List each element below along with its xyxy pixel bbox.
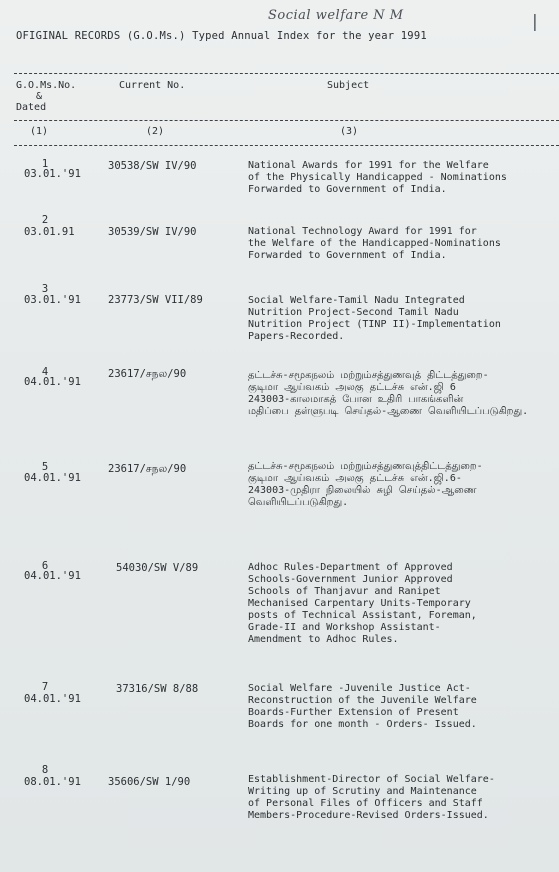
entry-subject: National Technology Award for 1991 for the Welfare of the Handicapped-Nominations Forwarded to Government of India.	[248, 226, 501, 261]
entry-subject: Adhoc Rules-Department of Approved Schools-Government Junior Approved Schools of Thanjavur and Ranipet Mechanised Carpentary Units-Temporary posts of Technical Assistant, Foreman, Grade-II and Workshop Assistant- Amendment to Adhoc Rules.	[248, 562, 477, 645]
entry-number: 1	[41, 158, 49, 170]
entry-number: 6	[41, 560, 49, 572]
entry-number: 3	[41, 283, 49, 295]
entry-subject: National Awards for 1991 for the Welfare of the Physically Handicapped - Nominations Forwarded to Government of India.	[248, 160, 507, 195]
header-current-no: Current No.	[119, 80, 186, 91]
entry-subject: Social Welfare-Tamil Nadu Integrated Nutrition Project-Second Tamil Nadu Nutrition Project (TINP II)-Implementation Papers-Recorded.	[248, 295, 501, 342]
column-number-3: (3)	[340, 126, 359, 137]
entry-date: 03.01.'91	[24, 168, 81, 180]
entry-number: 2	[41, 214, 49, 226]
entry-current-number: 23773/SW VII/89	[108, 294, 203, 306]
corner-mark: |	[532, 12, 538, 32]
handwritten-note: Social welfare N M	[268, 8, 404, 23]
header-mid-rule	[14, 120, 559, 121]
entry-subject: தட்டச்சு-சமூகநலம் மற்றும்சத்துணவுத்திட்டத்துறை- குடிமா ஆய்வகம் அலகு தட்டச்சு என்.ஜி.6- 243003-முதிரா நிலையில் சுழி செய்தல்-ஆணை வெளியிடப்படுகிறது.	[248, 461, 483, 508]
header-bottom-rule	[14, 145, 559, 146]
document-title: OFIGINAL RECORDS (G.O.Ms.) Typed Annual Index for the year 1991	[16, 30, 427, 42]
entry-date: 04.01.'91	[24, 693, 81, 705]
entry-number: 4	[41, 366, 49, 378]
entry-current-number: 30538/SW IV/90	[108, 160, 197, 172]
entry-date: 04.01.'91	[24, 472, 81, 484]
header-go-no: G.O.Ms.No.	[16, 80, 77, 91]
entry-date: 08.01.'91	[24, 776, 81, 788]
entry-date: 04.01.'91	[24, 570, 81, 582]
entry-number: 7	[41, 681, 49, 693]
entry-current-number: 35606/SW 1/90	[108, 776, 191, 788]
entry-number: 8	[41, 764, 49, 776]
entry-subject: Establishment-Director of Social Welfare- Writing up of Scrutiny and Maintenance of Personal Files of Officers and Staff Members-Procedure-Revised Orders-Issued.	[248, 774, 495, 821]
entry-subject: Social Welfare -Juvenile Justice Act- Reconstruction of the Juvenile Welfare Boards-Further Extension of Present Boards for one month - Orders- Issued.	[248, 683, 477, 730]
header-dated: Dated	[16, 102, 47, 113]
entry-date: 03.01.'91	[24, 294, 81, 306]
header-ampersand: &	[36, 91, 43, 102]
entry-subject: தட்டச்சு-சமூகநலம் மற்றும்சத்துணவுத் திட்டத்துறை- குடிமா ஆய்வகம் அலகு தட்டச்சு என்.ஜி 6 243003-காலமாகத் போன உதிரி பாகங்களின் மதிப்பை தள்ளுபடி செய்தல்-ஆணை வெளியிடப்படுகிறது.	[248, 370, 529, 417]
entry-current-number: 54030/SW V/89	[116, 562, 199, 574]
entry-current-number: 30539/SW IV/90	[108, 226, 197, 238]
entry-date: 04.01.'91	[24, 376, 81, 388]
entry-current-number: 37316/SW 8/88	[116, 683, 199, 695]
column-number-2: (2)	[146, 126, 165, 137]
column-number-1: (1)	[30, 126, 49, 137]
entry-number: 5	[41, 461, 49, 473]
entry-current-number: 23617/சநல/90	[108, 463, 187, 475]
entry-current-number: 23617/சநல/90	[108, 368, 187, 380]
header-subject: Subject	[327, 80, 370, 91]
header-top-rule	[14, 73, 559, 74]
entry-date: 03.01.91	[24, 226, 75, 238]
